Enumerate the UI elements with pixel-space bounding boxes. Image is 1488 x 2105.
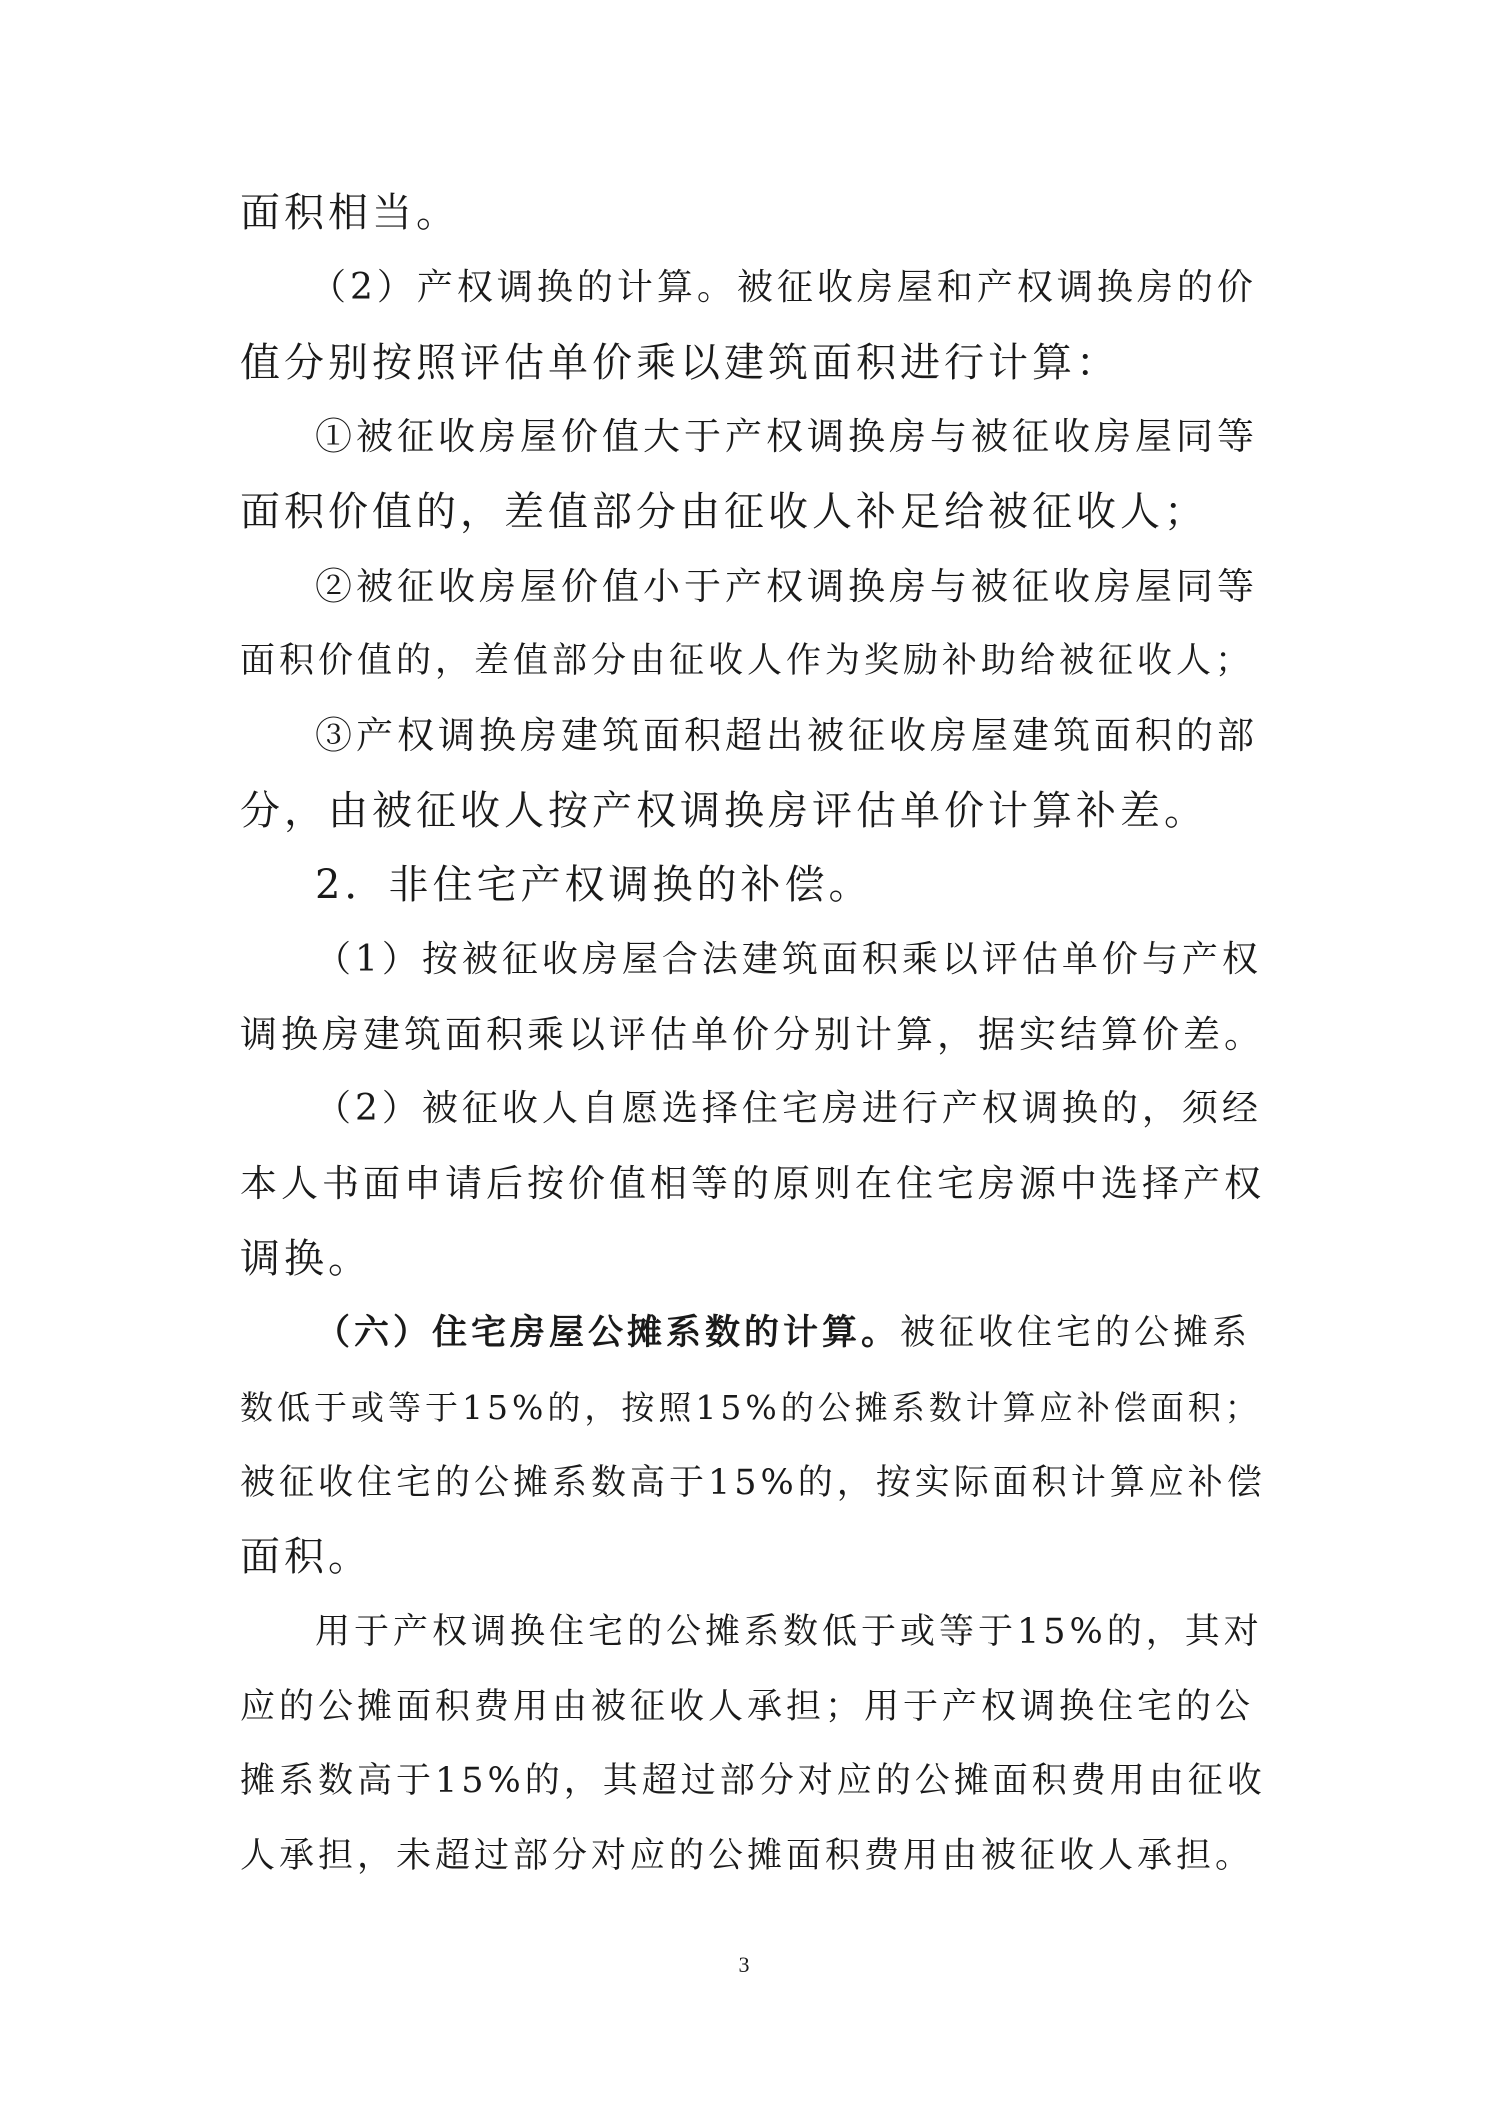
paragraph-line: 面积。 xyxy=(240,1534,372,1580)
section-6-line xyxy=(315,1308,1251,1358)
section-6-heading: （六）住宅房屋公摊系数的计算。 xyxy=(315,1312,901,1353)
paragraph-line: （2）产权调换的计算。被征收房屋和产权调换房的价 xyxy=(310,267,1257,308)
paragraph-line: （1）按被征收房屋合法建筑面积乘以评估单价与产权 xyxy=(315,939,1262,980)
paragraph-line: 值分别按照评估单价乘以建筑面积进行计算： xyxy=(240,340,1120,386)
paragraph-line: 分，由被征收人按产权调换房评估单价计算补差。 xyxy=(240,788,1208,834)
paragraph-line: ③产权调换房建筑面积超出被征收房屋建筑面积的部 xyxy=(315,714,1258,757)
paragraph-line: 调换。 xyxy=(240,1236,372,1282)
paragraph-line: 人承担，未超过部分对应的公摊面积费用由被征收人承担。 xyxy=(240,1836,1255,1876)
paragraph-line: 数低于或等于15%的，按照15%的公摊系数计算应补偿面积； xyxy=(240,1388,1262,1427)
paragraph-line: 面积价值的，差值部分由征收人作为奖励补助给被征收人； xyxy=(240,641,1255,681)
paragraph-line: 本人书面申请后按价值相等的原则在住宅房源中选择产权 xyxy=(240,1162,1265,1205)
page-number: 3 xyxy=(738,1952,750,1977)
paragraph-line: 摊系数高于15%的，其超过部分对应的公摊面积费用由征收 xyxy=(240,1761,1266,1801)
paragraph-line: 2．非住宅产权调换的补偿。 xyxy=(315,862,873,908)
paragraph-line: 面积价值的，差值部分由征收人补足给被征收人； xyxy=(240,489,1208,535)
paragraph-line: 用于产权调换住宅的公摊系数低于或等于15%的，其对 xyxy=(315,1612,1263,1652)
paragraph-line: 被征收住宅的公摊系数高于15%的，按实际面积计算应补偿 xyxy=(240,1463,1266,1503)
paragraph-line: ①被征收房屋价值大于产权调换房与被征收房屋同等 xyxy=(315,415,1258,458)
section-6-text: 被征收住宅的公摊系 xyxy=(900,1313,1252,1353)
paragraph-line: （2）被征收人自愿选择住宅房进行产权调换的，须经 xyxy=(315,1088,1262,1129)
paragraph-line: ②被征收房屋价值小于产权调换房与被征收房屋同等 xyxy=(315,565,1258,608)
paragraph-line: 面积相当。 xyxy=(240,190,460,236)
paragraph-line: 调换房建筑面积乘以评估单价分别计算，据实结算价差。 xyxy=(240,1013,1265,1056)
paragraph-line: 应的公摊面积费用由被征收人承担；用于产权调换住宅的公 xyxy=(240,1687,1255,1727)
